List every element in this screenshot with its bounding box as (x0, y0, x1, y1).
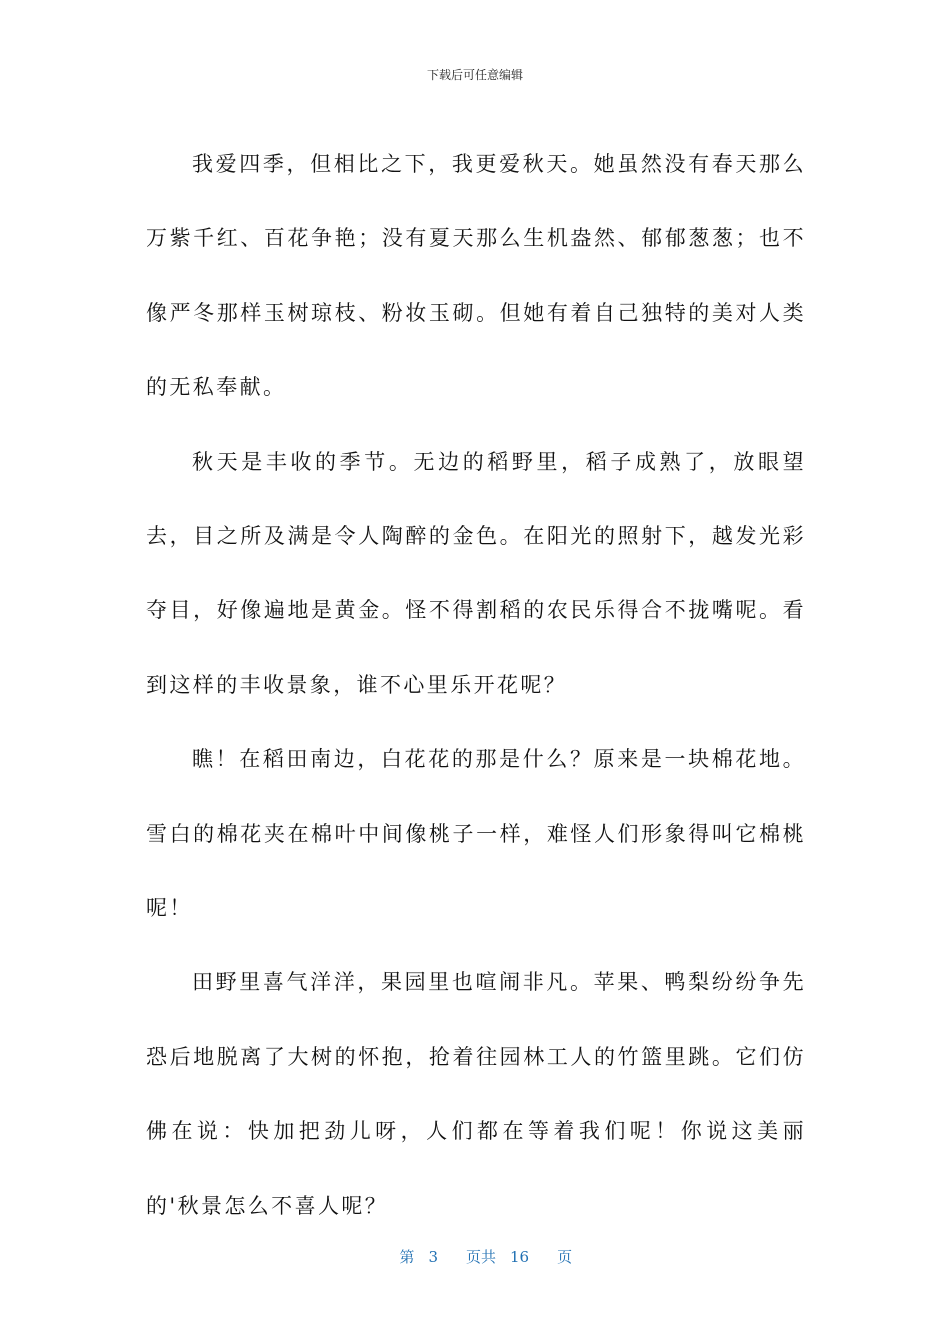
page-footer (0, 1228, 950, 1267)
paragraph-3: 瞧！在稻田南边，白花花的那是什么？原来是一块棉花地。雪白的棉花夹在棉叶中间像桃子一样，难怪人们形象得叫它棉桃呢！ (146, 747, 806, 921)
footer-current-page: 3 (428, 1248, 438, 1266)
footer-middle: 页共 (465, 1248, 496, 1266)
footer-prefix: 第 (399, 1248, 415, 1266)
paragraph-2: 秋天是丰收的季节。无边的稻野里，稻子成熟了，放眼望去，目之所及满是令人陶醉的金色。在阳光的照射下，越发光彩夺目，好像遍地是黄金。怪不得割稻的农民乐得合不拢嘴呢。看到这样的丰收景象，谁不心里乐开花呢？ (146, 449, 806, 697)
paragraph-1: 我爱四季，但相比之下，我更爱秋天。她虽然没有春天那么万紫千红、百花争艳；没有夏天那么生机盎然、郁郁葱葱；也不像严冬那样玉树琼枝、粉妆玉砌。但她有着自己独特的美对人类的无私奉献。 (146, 152, 806, 400)
footer-suffix: 页 (557, 1248, 573, 1266)
page-header: 下载后可任意编辑 (426, 68, 523, 82)
footer-total-pages: 16 (510, 1248, 530, 1266)
paragraph-4: 田野里喜气洋洋，果园里也喧闹非凡。苹果、鸭梨纷纷争先恐后地脱离了大树的怀抱，抢着往园林工人的竹篮里跳。它们仿佛在说：快加把劲儿呀，人们都在等着我们呢！你说这美丽的'秋景怎么不喜人呢？ (146, 970, 806, 1218)
body-text (146, 127, 806, 1243)
